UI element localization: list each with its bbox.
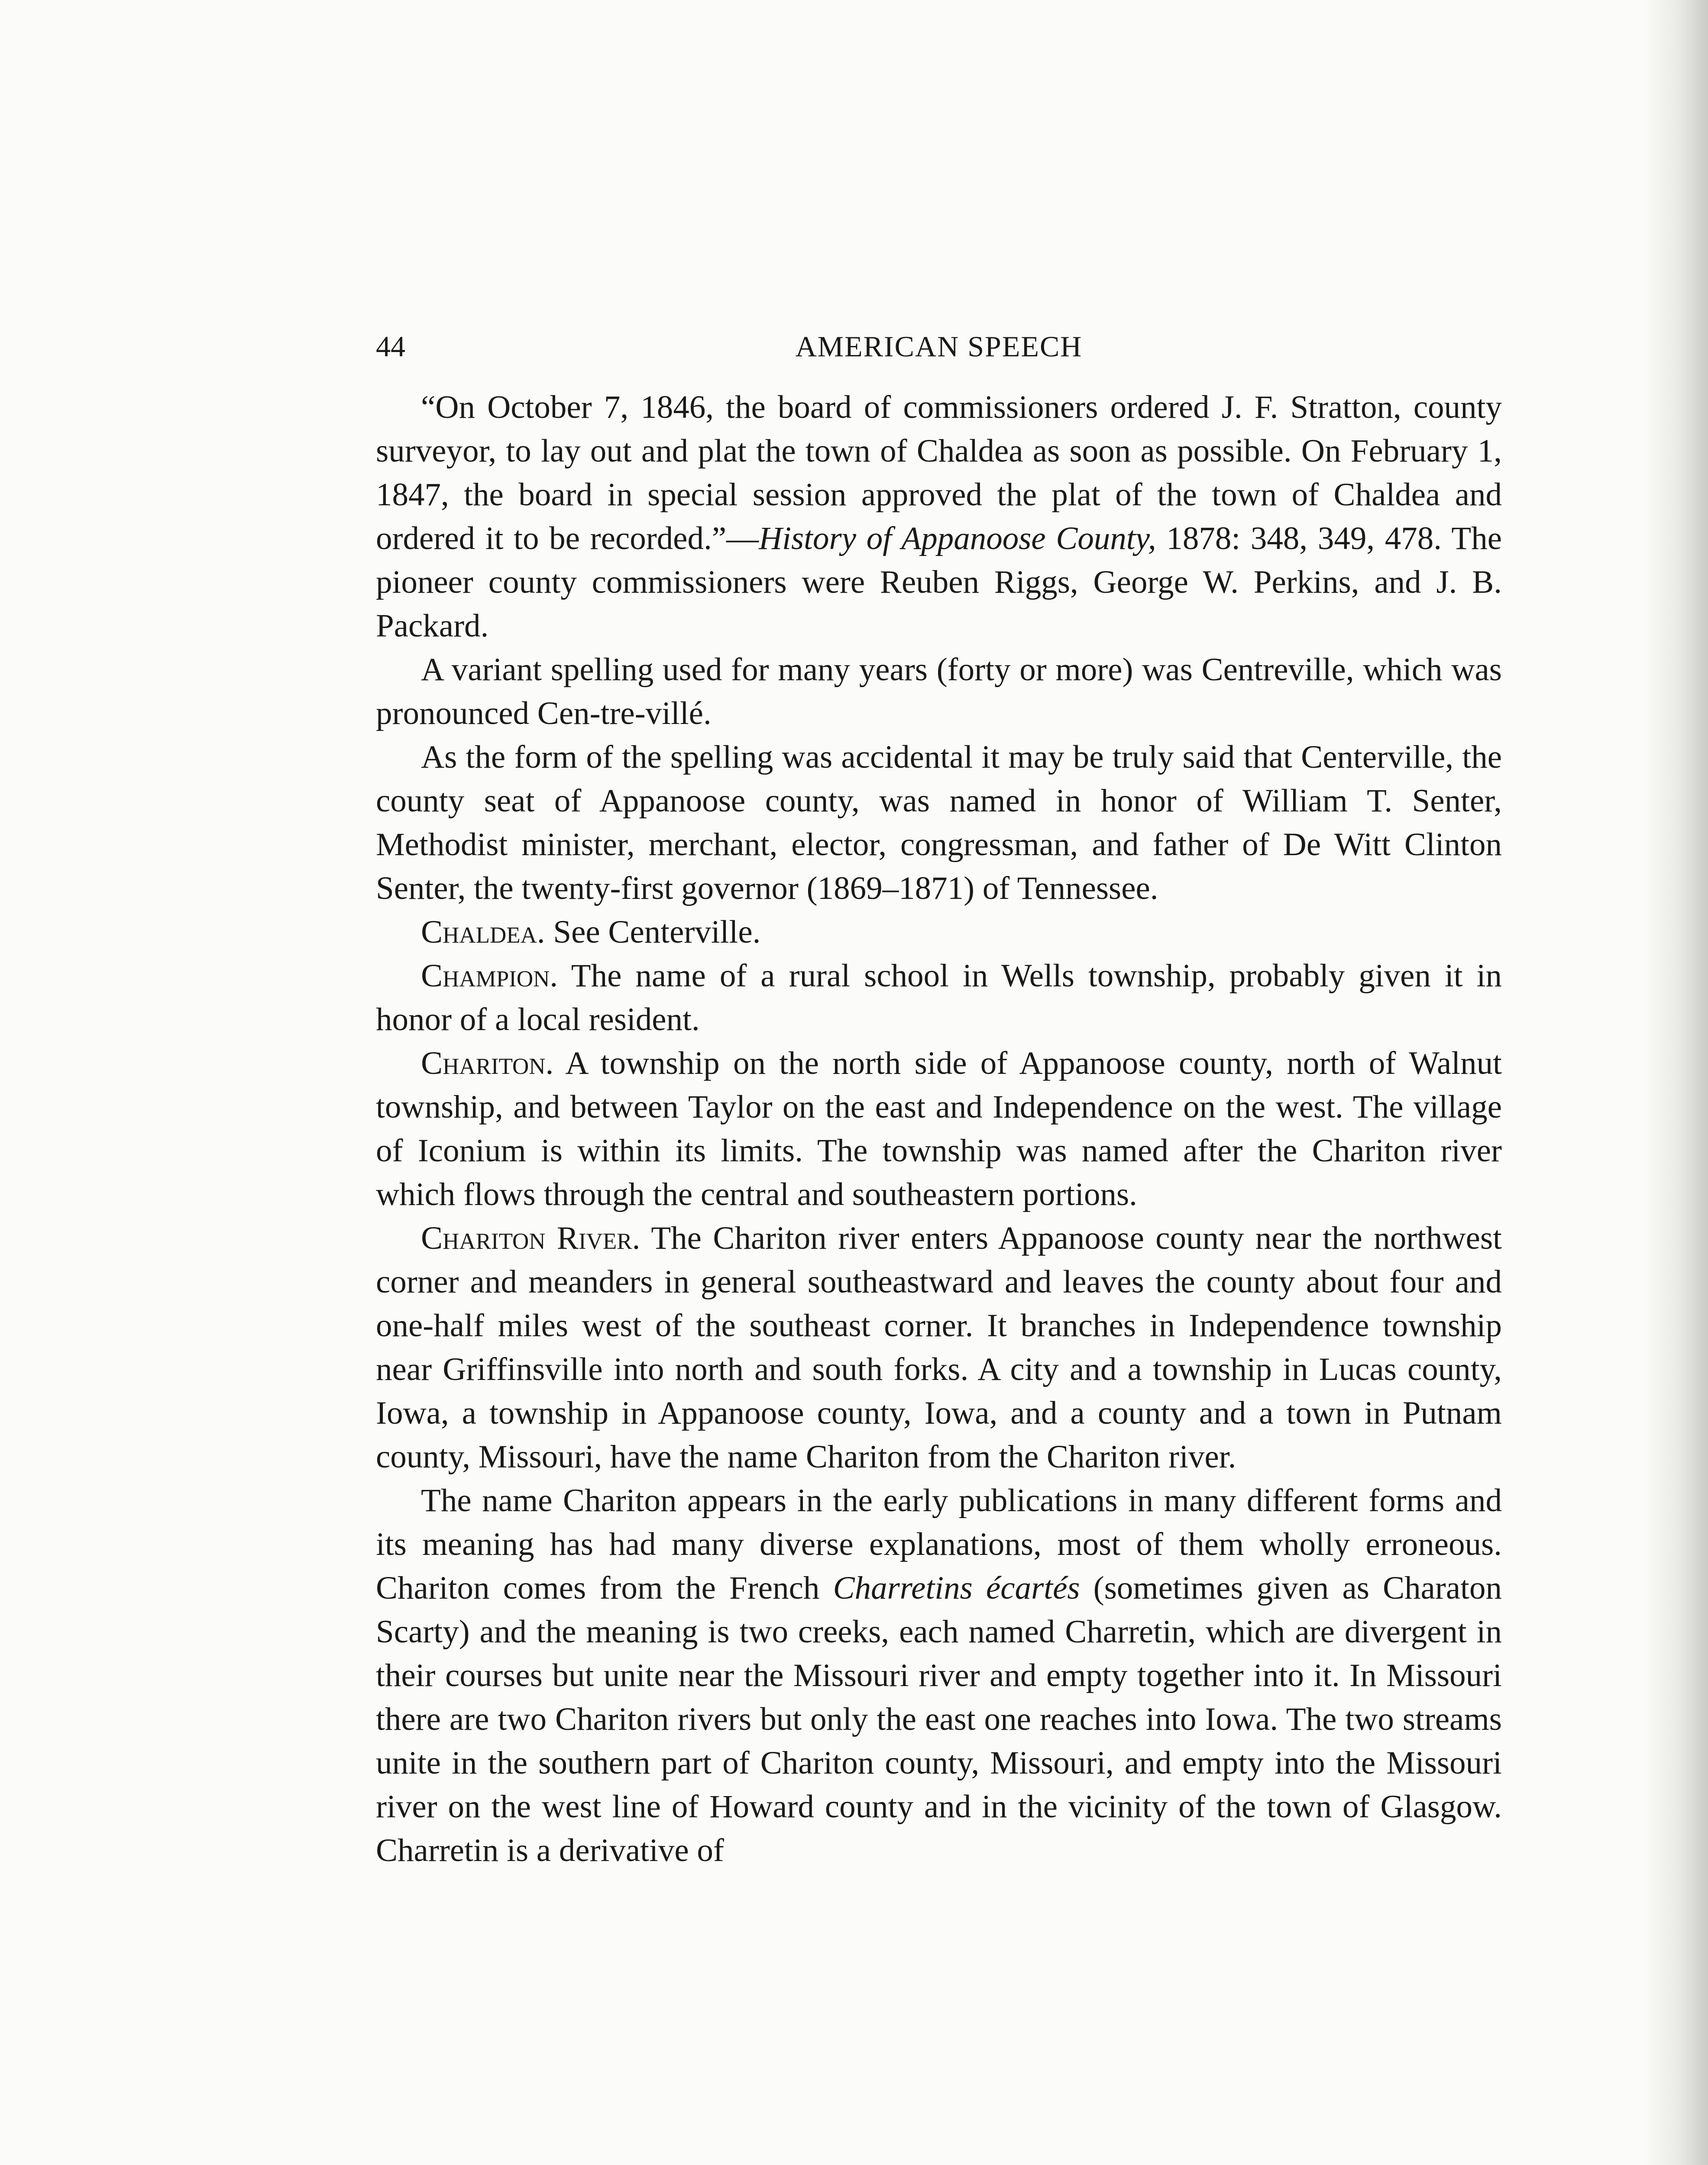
page-edge-shadow: [1643, 0, 1708, 2165]
body-text: [376, 385, 1502, 1872]
entry-chariton: [376, 1041, 1502, 1216]
entry-champion: [376, 954, 1502, 1041]
journal-title: AMERICAN SPEECH: [795, 330, 1083, 363]
entry-headword: Champion.: [421, 958, 558, 994]
paragraph-text: The name Chariton appears in the early publications in many different forms and its meaning has had many diverse explanations, most of them wholly erroneous. Chariton comes from the French: [376, 1483, 1502, 1606]
entry-text: A township on the north side of Appanoose county, north of Walnut township, and between Taylor on the east and Independence on the west. The village of Iconium is within its limits. The township was named after the Chariton river which flows through the central and southeastern portions.: [376, 1045, 1502, 1212]
entry-text: See Centerville.: [545, 914, 761, 950]
entry-text: The name of a rural school in Wells township, probably given it in honor of a local resident.: [376, 958, 1502, 1037]
entry-chariton-river: [376, 1216, 1502, 1479]
paragraph-chaldea-history: [376, 385, 1502, 648]
running-head: [376, 323, 1502, 370]
paragraph-text: “On October 7, 1846, the board of commissioners ordered J. F. Stratton, county surveyor, to lay out and plat the town of Chaldea as soon as possible. On February 1, 1847, the board in special session approved the plat of the town of Chaldea and ordered it to be recorded.”—: [376, 389, 1502, 556]
entry-headword: Chaldea.: [421, 914, 545, 950]
entry-headword: Chariton.: [421, 1045, 554, 1081]
page-number: 44: [376, 330, 405, 363]
entry-chaldea: [376, 910, 1502, 954]
paragraph-text: 1878: 348, 349, 478. The pioneer county commissioners were Reuben Riggs, George W. Perkins, and J. B. Packard.: [376, 520, 1502, 644]
french-term: Charretins écartés: [833, 1570, 1080, 1606]
paragraph-text: (sometimes given as Charaton Scarty) and the meaning is two creeks, each named Charretin, which are divergent in their courses but unite near the Missouri river and empty together into it. In Missouri there are two Chariton rivers but only the east one reaches into Iowa. The two streams unite in the southern part of Chariton county, Missouri, and empty into the Missouri river on the west line of Howard county and in the vicinity of the town of Glasgow. Charretin is a derivative of: [376, 1570, 1502, 1868]
entry-headword: Chariton River.: [421, 1220, 640, 1256]
citation-title: History of Appanoose County,: [759, 520, 1156, 556]
paragraph-centreville-spelling: A variant spelling used for many years (forty or more) was Centreville, which was pronounced Cen-tre-villé.: [376, 652, 1502, 731]
paragraph-chariton-name-origin: [376, 1479, 1502, 1872]
paragraph-senter-honor: As the form of the spelling was accidental it may be truly said that Centerville, the county seat of Appanoose county, was named in honor of William T. Senter, Methodist minister, merchant, elector, congressman, and father of De Witt Clinton Senter, the twenty-first governor (1869–1871) of Tennessee.: [376, 739, 1502, 906]
entry-text: The Chariton river enters Appanoose county near the northwest corner and meanders in general southeastward and leaves the county about four and one-half miles west of the southeast corner. It branches in Independence township near Griffinsville into north and south forks. A city and a township in Lucas county, Iowa, a township in Appanoose county, Iowa, and a county and a town in Putnam county, Missouri, have the name Chariton from the Chariton river.: [376, 1220, 1502, 1475]
